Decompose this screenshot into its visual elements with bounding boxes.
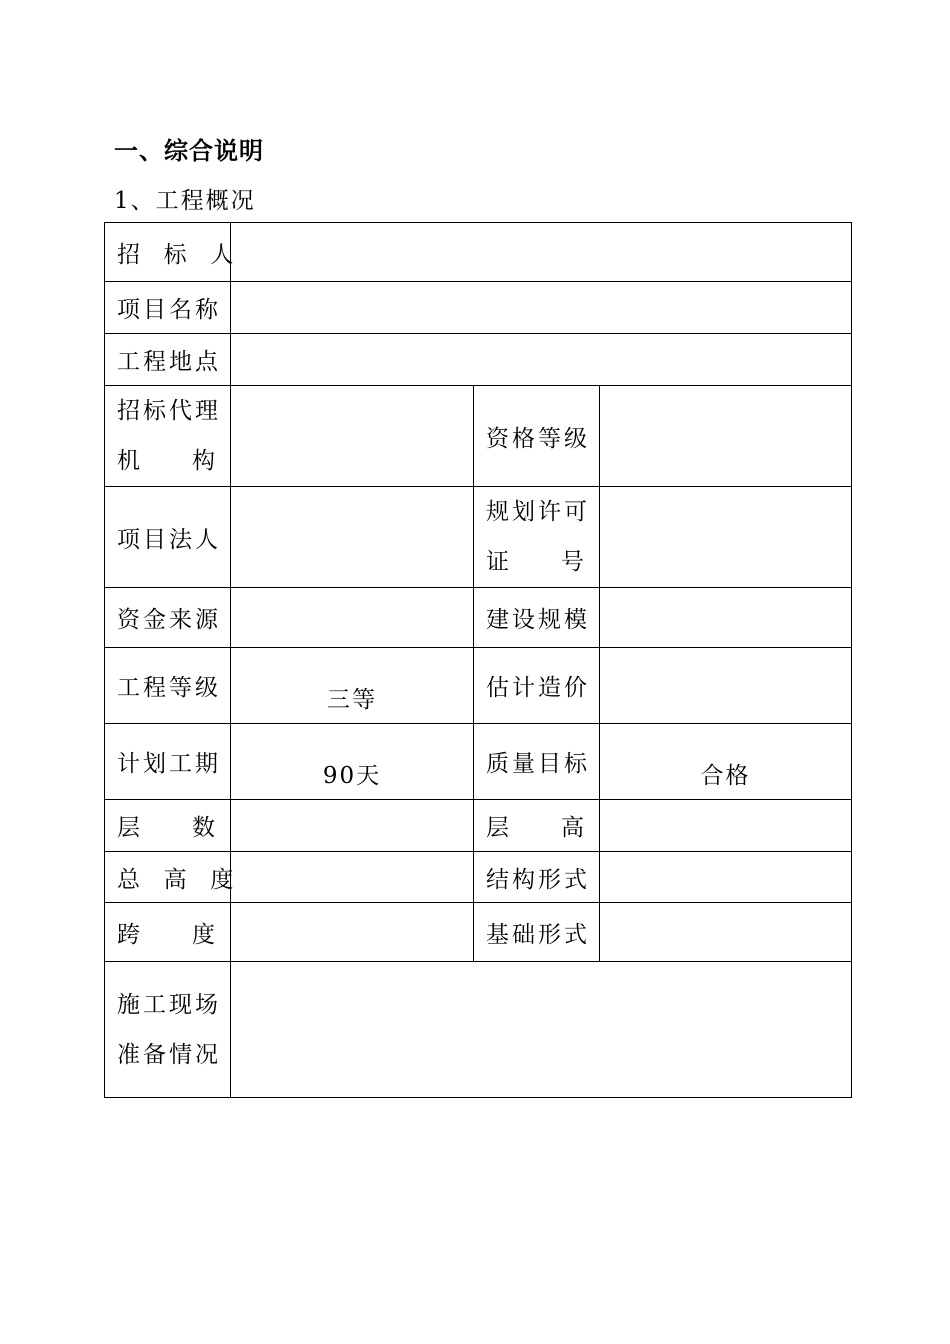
value-funding (231, 588, 474, 648)
label-permit-char-a: 证 (486, 549, 512, 575)
label-site-prep-line1: 施工现场 (117, 991, 221, 1018)
label-structure: 结构形式 (474, 852, 600, 903)
value-project-name (231, 282, 852, 334)
label-estimated-cost: 估计造价 (474, 648, 600, 724)
value-grade-text: 三等 (327, 687, 377, 713)
label-location: 工程地点 (105, 334, 231, 386)
label-agency-char-a: 机 (117, 448, 143, 474)
label-agency (105, 386, 231, 487)
value-permit (600, 487, 852, 588)
table-row (105, 334, 852, 386)
label-span (105, 903, 231, 962)
label-total-height: 总 高 度 (105, 852, 231, 903)
value-location (231, 334, 852, 386)
label-legal-person: 项目法人 (105, 487, 231, 588)
label-agency-char-b: 构 (192, 448, 218, 474)
table-row (105, 487, 852, 588)
table-row (105, 282, 852, 334)
label-floors-char-b: 数 (192, 815, 218, 841)
label-site-prep-line2: 准备情况 (117, 1041, 221, 1068)
value-tenderer (231, 223, 852, 282)
value-grade (231, 648, 474, 724)
table-row (105, 648, 852, 724)
value-qualification (600, 386, 852, 487)
value-period (231, 724, 474, 800)
label-agency-line2 (117, 436, 230, 486)
table-row (105, 223, 852, 282)
table-row (105, 724, 852, 800)
label-funding: 资金来源 (105, 588, 231, 648)
label-foundation: 基础形式 (474, 903, 600, 962)
table-row (105, 800, 852, 852)
table-row (105, 852, 852, 903)
label-span-char-a: 跨 (117, 921, 143, 948)
value-span (231, 903, 474, 962)
project-overview-table (104, 222, 852, 1098)
value-period-text: 90天 (322, 763, 382, 789)
value-structure (600, 852, 852, 903)
label-permit (474, 487, 600, 588)
label-agency-line1: 招标代理 (117, 398, 221, 424)
label-span-char-b: 度 (192, 921, 218, 948)
table-row (105, 588, 852, 648)
label-floors-text (117, 809, 230, 842)
label-floor-height (474, 800, 600, 852)
value-estimated-cost (600, 648, 852, 724)
label-permit-line2 (486, 537, 599, 587)
label-permit-line1: 规划许可 (486, 499, 590, 525)
label-grade: 工程等级 (105, 648, 231, 724)
label-scale: 建设规模 (474, 588, 600, 648)
label-permit-char-b: 号 (561, 549, 587, 575)
value-foundation (600, 903, 852, 962)
value-site-prep (231, 962, 852, 1098)
section-title: 一、综合说明 (114, 137, 264, 165)
value-agency (231, 386, 474, 487)
label-tenderer: 招 标 人 (105, 223, 231, 282)
label-floors-char-a: 层 (117, 815, 143, 841)
label-span-text (117, 916, 230, 949)
table-row (105, 386, 852, 487)
value-quality-target-text: 合格 (700, 763, 751, 789)
value-quality-target (600, 724, 852, 800)
label-floors (105, 800, 231, 852)
table-row (105, 962, 852, 1098)
label-site-prep (105, 962, 231, 1098)
value-total-height (231, 852, 474, 903)
label-qualification: 资格等级 (474, 386, 600, 487)
value-floors (231, 800, 474, 852)
label-quality-target: 质量目标 (474, 724, 600, 800)
value-legal-person (231, 487, 474, 588)
label-project-name: 项目名称 (105, 282, 231, 334)
table-row (105, 903, 852, 962)
value-scale (600, 588, 852, 648)
subsection-title: 1、工程概况 (114, 188, 256, 214)
label-floor-height-char-a: 层 (486, 815, 512, 841)
label-floor-height-text (486, 809, 599, 842)
label-floor-height-char-b: 高 (561, 815, 587, 841)
label-period: 计划工期 (105, 724, 231, 800)
value-floor-height (600, 800, 852, 852)
